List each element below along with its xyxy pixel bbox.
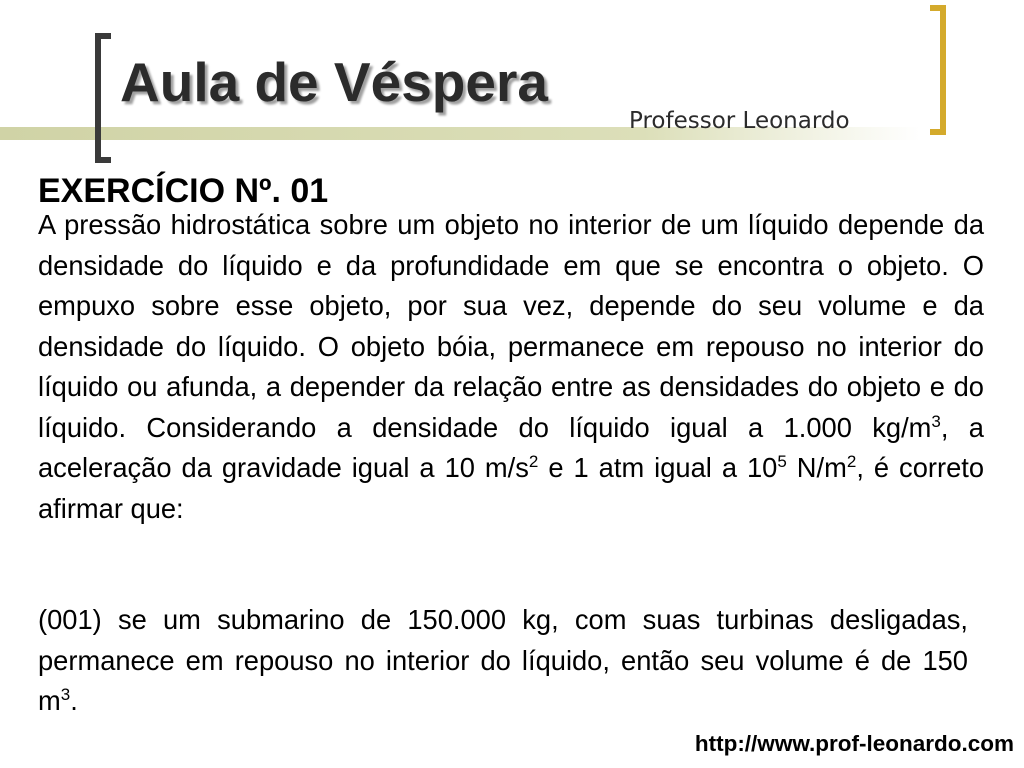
left-bracket-decoration bbox=[95, 33, 111, 163]
statement-text-5: , é correto afirmar que: bbox=[38, 452, 985, 524]
item-001 bbox=[38, 600, 968, 722]
statement-text-2: , a aceleração da gravidade igual a 10 m/s bbox=[38, 411, 984, 483]
statement-superscript-2: 2 bbox=[528, 451, 539, 471]
exercise-statement bbox=[38, 205, 984, 529]
slide-title: Aula de Véspera bbox=[120, 51, 548, 113]
item-001-end: . bbox=[70, 685, 78, 716]
statement-superscript-4: 2 bbox=[846, 451, 857, 471]
statement-superscript-1: 3 bbox=[931, 411, 941, 431]
statement-text-4: N/m bbox=[786, 452, 847, 483]
item-001-text: (001) se um submarino de 150.000 kg, com suas turbinas desligadas, permanece em repouso no interior do líquido, então seu volume é de 150 m bbox=[38, 604, 968, 716]
slide-subtitle: Professor Leonardo bbox=[629, 108, 850, 134]
statement-text-1: A pressão hidrostática sobre um objeto no interior de um líquido depende da densidade do líquido e da profundidade em que se encontra o objeto. O empuxo sobre esse objeto, por sua vez, depende do seu volume e da densidade do líquido. O objeto bóia, permanece em repouso no interior do líquido ou afunda, a depender da relação entre as densidades do objeto e do líquido. Considerando a densidade do líquido igual a 1.000 kg/m bbox=[38, 209, 984, 443]
right-bracket-decoration bbox=[930, 5, 946, 135]
item-001-superscript: 3 bbox=[60, 684, 71, 704]
exercise-heading: EXERCÍCIO Nº. 01 bbox=[38, 172, 329, 210]
statement-text-3: e 1 atm igual a 10 bbox=[538, 452, 778, 483]
statement-superscript-3: 5 bbox=[777, 451, 787, 471]
footer-url: http://www.prof-leonardo.com bbox=[694, 731, 1014, 756]
